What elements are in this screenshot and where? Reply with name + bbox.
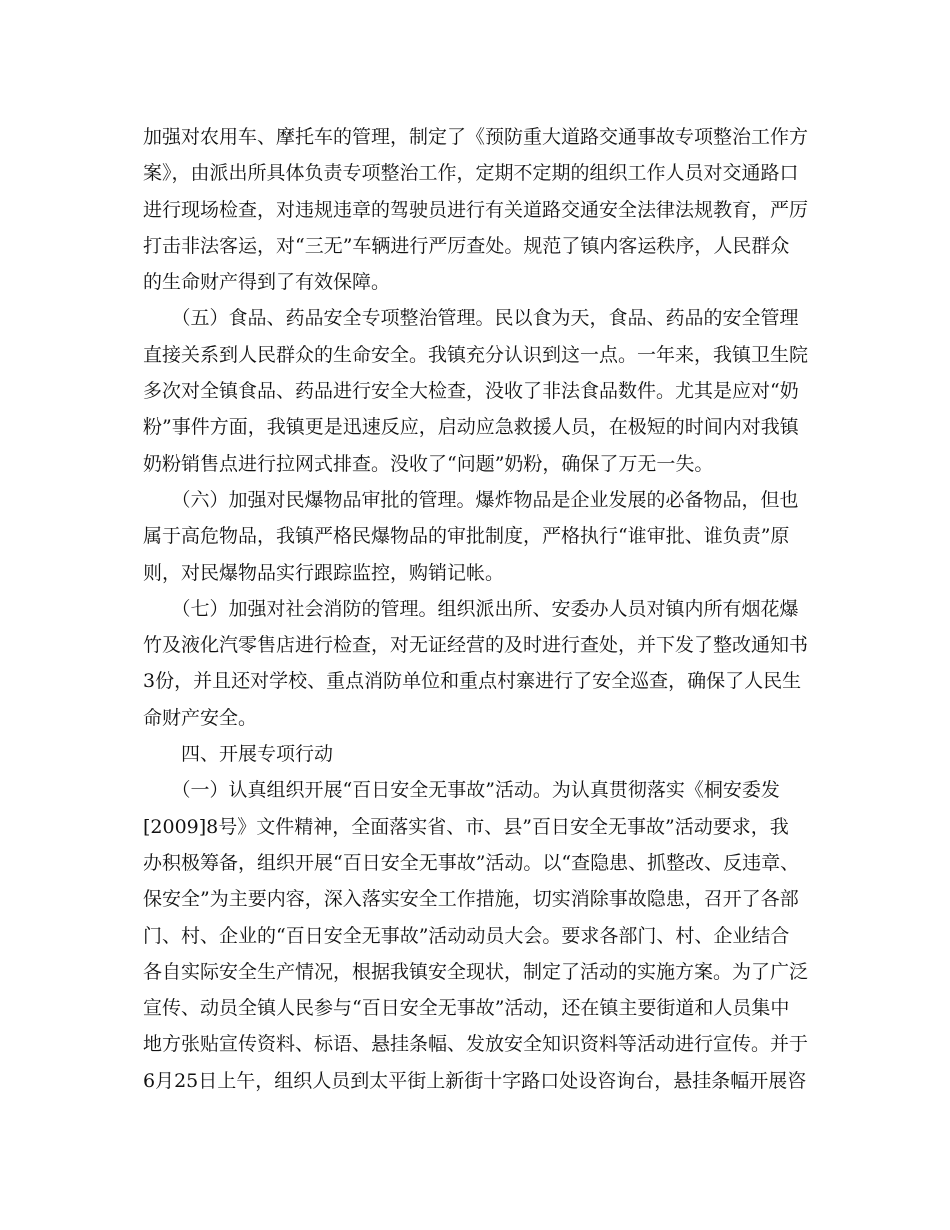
text-line: 奶粉销售点进行拉网式排查。没收了“问题”奶粉，确保了万无一失。	[143, 452, 714, 475]
text-line: 地方张贴宣传资料、标语、悬挂条幅、发放安全知识资料等活动进行宣传。并于	[143, 1033, 809, 1056]
text-line: 办积极筹备，组织开展“百日安全无事故”活动。以“查隐患、抓整改、反违章、	[143, 851, 800, 874]
text-line: 粉”事件方面，我镇更是迅速反应，启动应急救援人员，在极短的时间内对我镇	[143, 416, 799, 439]
text-line: 6月25日上午，组织人员到太平街上新街十字路口处设咨询台，悬挂条幅开展咨	[143, 1069, 807, 1092]
text-line: 直接关系到人民群众的生命安全。我镇充分认识到这一点。一年来，我镇卫生院	[143, 343, 809, 366]
text-line: 案》，由派出所具体负责专项整治工作，定期不定期的组织工作人员对交通路口	[143, 162, 799, 185]
section-heading: 四、开展专项行动	[143, 743, 334, 766]
text-line: 宣传、动员全镇人民参与“百日安全无事故”活动，还在镇主要街道和人员集中	[143, 997, 790, 1020]
text-line: 命财产安全。	[143, 706, 258, 729]
document-body	[143, 119, 808, 1099]
text-line: 多次对全镇食品、药品进行安全大检查，没收了非法食品数件。尤其是应对“奶	[143, 380, 799, 403]
text-line: 竹及液化汽零售店进行检查，对无证经营的及时进行查处，并下发了整改通知书	[143, 634, 809, 657]
text-line: （六）加强对民爆物品审批的管理。爆炸物品是企业发展的必备物品，但也	[143, 488, 799, 511]
text-line: 则，对民爆物品实行跟踪监控，购销记帐。	[143, 561, 505, 584]
text-line: 各自实际安全生产情况，根据我镇安全现状，制定了活动的实施方案。为了广泛	[143, 960, 809, 983]
text-line: 门、村、企业的“百日安全无事故”活动动员大会。要求各部门、村、企业结合	[143, 924, 790, 947]
text-line: 3份，并且还对学校、重点消防单位和重点村寨进行了安全巡查，确保了人民生	[143, 670, 802, 693]
text-line: 打击非法客运，对“三无”车辆进行严厉查处。规范了镇内客运秩序，人民群众	[143, 234, 790, 257]
text-line: 属于高危物品，我镇严格民爆物品的审批制度，严格执行“谁审批、谁负责”原	[143, 525, 790, 548]
text-line: （七）加强对社会消防的管理。组织派出所、安委办人员对镇内所有烟花爆	[143, 597, 799, 620]
text-line: （五）食品、药品安全专项整治管理。民以食为天，食品、药品的安全管理	[143, 307, 799, 330]
text-line: 进行现场检查，对违规违章的驾驶员进行有关道路交通安全法律法规教育，严厉	[143, 198, 809, 221]
text-line: [2009]8号》文件精神，全面落实省、市、县”百日安全无事故”活动要求，我	[143, 815, 789, 838]
text-line: 加强对农用车、摩托车的管理，制定了《预防重大道路交通事故专项整治工作方	[143, 126, 809, 148]
text-line: 的生命财产得到了有效保障。	[143, 271, 391, 294]
text-line: 保安全”为主要内容，深入落实安全工作措施，切实消除事故隐患，召开了各部	[143, 888, 799, 911]
text-line: （一）认真组织开展“百日安全无事故”活动。为认真贯彻落实《桐安委发	[143, 779, 780, 802]
